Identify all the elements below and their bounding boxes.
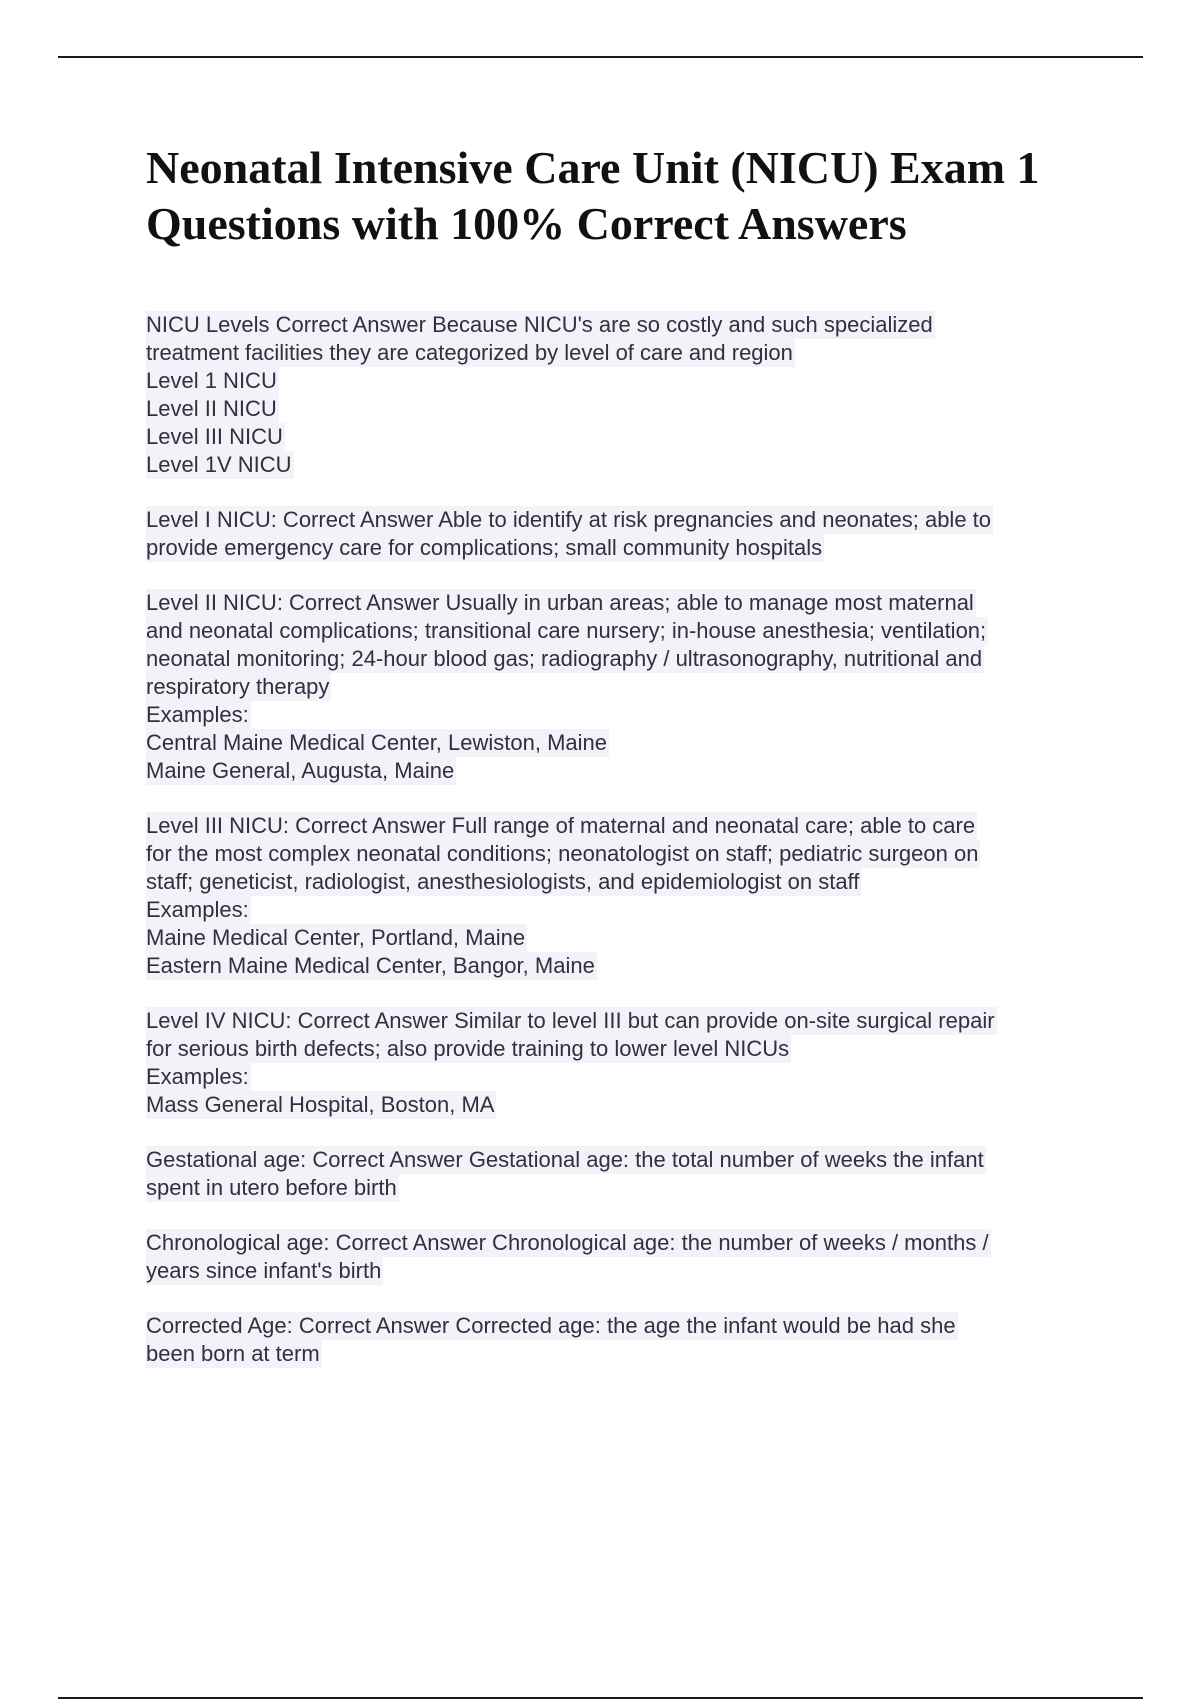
top-divider: [58, 56, 1143, 58]
text-line: for the most complex neonatal conditions; neonatologist on staff; pediatric surgeon on: [146, 841, 979, 866]
document-title: [146, 140, 1146, 252]
title-line: Neonatal Intensive Care Unit (NICU) Exam 1: [146, 142, 1040, 193]
text-line: Level II NICU: [146, 396, 277, 421]
title-line: Questions with 100% Correct Answers: [146, 198, 907, 249]
text-line: NICU Levels Correct Answer Because NICU's are so costly and such specialized: [146, 312, 933, 337]
text-line: Level I NICU: Correct Answer Able to identify at risk pregnancies and neonates; able to: [146, 507, 992, 532]
text-line: Central Maine Medical Center, Lewiston, Maine: [146, 730, 608, 755]
text-line: years since infant's birth: [146, 1258, 382, 1283]
text-line: Eastern Maine Medical Center, Bangor, Maine: [146, 953, 595, 978]
text-line: and neonatal complications; transitional care nursery; in-house anesthesia; ventilation;: [146, 618, 987, 643]
text-line: Level 1V NICU: [146, 452, 292, 477]
qa-item-corrected-age: [146, 1312, 1146, 1368]
qa-item-level-2: [146, 589, 1146, 785]
text-line: Chronological age: Correct Answer Chronological age: the number of weeks / months /: [146, 1230, 989, 1255]
text-line: neonatal monitoring; 24-hour blood gas; radiography / ultrasonography, nutritional and: [146, 646, 983, 671]
text-line: Level III NICU: Correct Answer Full range of maternal and neonatal care; able to care: [146, 813, 976, 838]
text-line: respiratory therapy: [146, 674, 330, 699]
text-line: Maine Medical Center, Portland, Maine: [146, 925, 526, 950]
text-line: treatment facilities they are categorized by level of care and region: [146, 340, 793, 365]
qa-content: [146, 311, 1146, 1395]
text-line: Maine General, Augusta, Maine: [146, 758, 455, 783]
text-line: staff; geneticist, radiologist, anesthesiologists, and epidemiologist on staff: [146, 869, 860, 894]
text-line: Examples:: [146, 897, 249, 922]
text-line: spent in utero before birth: [146, 1175, 397, 1200]
text-line: Gestational age: Correct Answer Gestational age: the total number of weeks the infant: [146, 1147, 984, 1172]
text-line: Corrected Age: Correct Answer Corrected age: the age the infant would be had she: [146, 1313, 956, 1338]
text-line: for serious birth defects; also provide training to lower level NICUs: [146, 1036, 790, 1061]
text-line: Level III NICU: [146, 424, 283, 449]
text-line: Examples:: [146, 702, 249, 727]
bottom-divider: [58, 1697, 1143, 1699]
qa-item-nicu-levels: [146, 311, 1146, 479]
text-line: Examples:: [146, 1064, 249, 1089]
text-line: Level 1 NICU: [146, 368, 277, 393]
text-line: Level II NICU: Correct Answer Usually in urban areas; able to manage most maternal: [146, 590, 974, 615]
qa-item-level-4: [146, 1007, 1146, 1119]
text-line: Mass General Hospital, Boston, MA: [146, 1092, 495, 1117]
qa-item-level-3: [146, 812, 1146, 980]
text-line: been born at term: [146, 1341, 320, 1366]
qa-item-gestational-age: [146, 1146, 1146, 1202]
text-line: provide emergency care for complications; small community hospitals: [146, 535, 823, 560]
qa-item-chronological-age: [146, 1229, 1146, 1285]
text-line: Level IV NICU: Correct Answer Similar to level III but can provide on-site surgical repair: [146, 1008, 995, 1033]
qa-item-level-1: [146, 506, 1146, 562]
